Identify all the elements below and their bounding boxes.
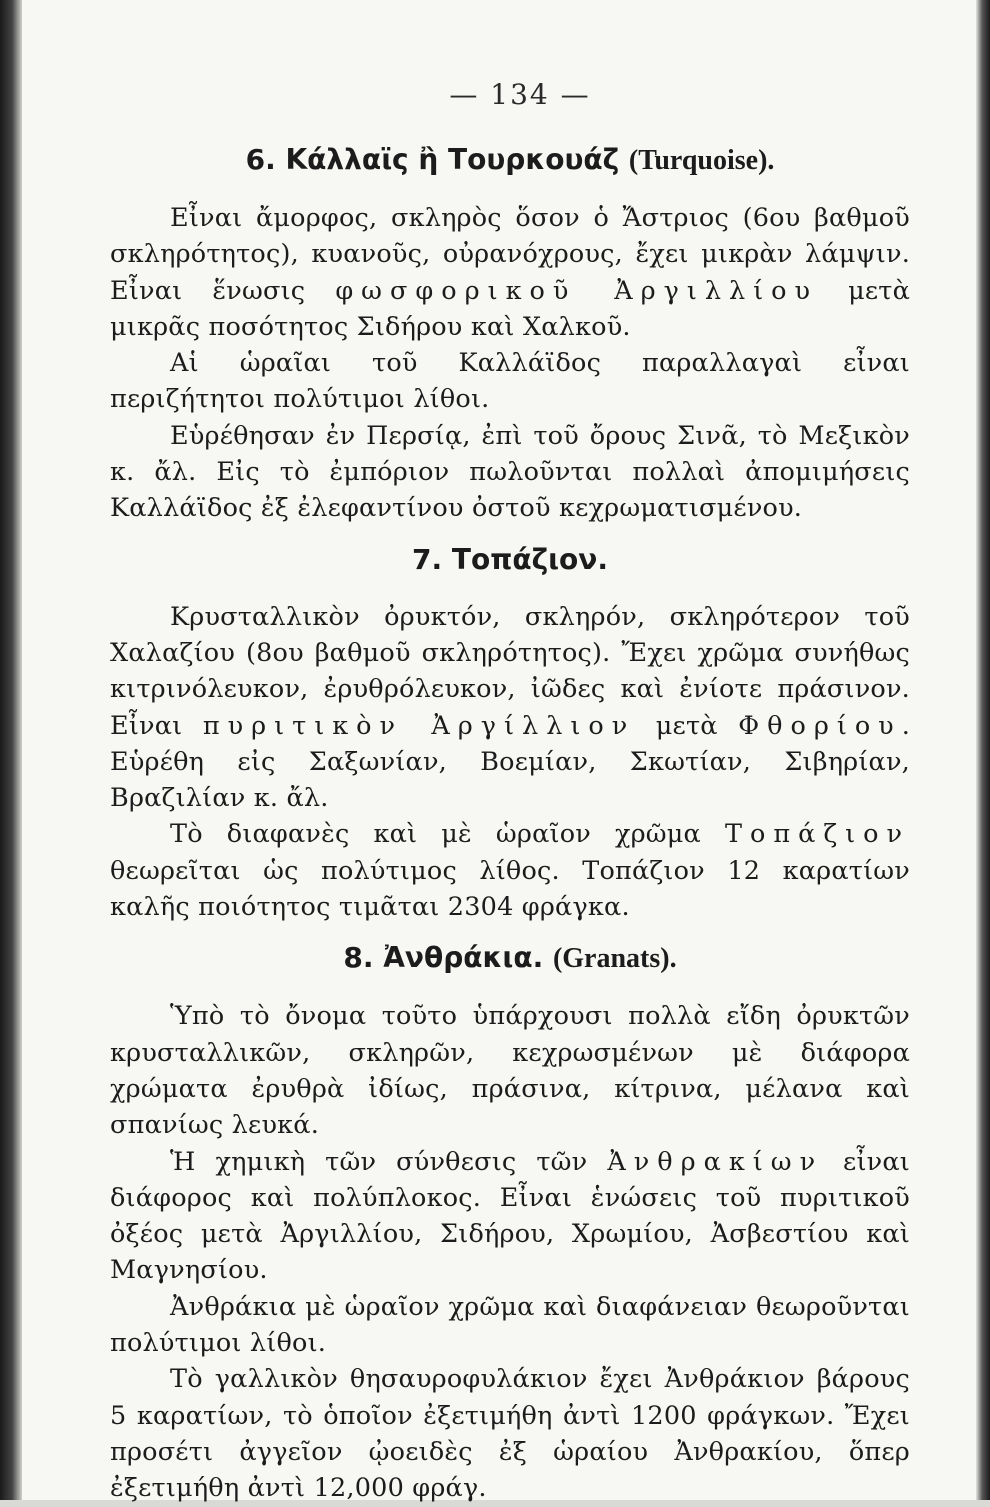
- scan-border-right: [976, 0, 990, 1500]
- paragraph: [110, 200, 910, 345]
- text-run: μετὰ: [635, 710, 739, 741]
- paragraph: [110, 345, 910, 418]
- spaced-term: Τοπάζιον: [724, 819, 910, 850]
- section-heading: Ἀνθράκια.: [383, 941, 544, 975]
- spaced-term: φωσφορικοῦ Ἀργιλλίου: [335, 275, 819, 306]
- section-number: 8.: [343, 941, 374, 975]
- spaced-term: Φθορίου: [738, 710, 902, 741]
- paragraph: [110, 816, 910, 925]
- paragraph: [110, 998, 910, 1143]
- text-run: Κρυσταλλικὸν ὀρυκτόν, σκληρόν, σκληρότερον τοῦ Χαλαζίου (8ου βαθμοῦ σκληρότητος). Ἔχει χρῶμα συνήθως κιτρινόλευκον, ἐρυθρόλευκον, ἰῶδες καὶ ἐνίοτε πράσινον. Εἶναι: [110, 601, 910, 741]
- text-run: Ἀνθράκια μὲ ὡραῖον χρῶμα καὶ διαφάνειαν θεωροῦνται πολύτιμοι λίθοι.: [110, 1291, 910, 1359]
- section-topazion: [110, 541, 910, 926]
- section-title: [110, 141, 910, 180]
- page-number: — 134 —: [449, 78, 591, 111]
- section-heading: Κάλλαϊς ἢ Τουρκουάζ: [285, 143, 620, 176]
- spaced-term: πυριτικὸν Ἀργίλλιον: [202, 710, 636, 741]
- section-anthrakia: [110, 939, 910, 1506]
- paragraph: [110, 1144, 910, 1289]
- section-title: [110, 939, 910, 978]
- section-latin-name: (Granats).: [552, 943, 677, 975]
- scan-border-left: [0, 0, 22, 1500]
- section-latin-name: (Turquoise).: [628, 145, 775, 176]
- paragraph: [110, 599, 910, 817]
- text-run: Εἶναι ἄμορφος, σκληρὸς ὅσον ὁ Ἄστριος (6ου βαθμοῦ σκληρότητος), κυανοῦς, οὐρανόχρους, ἔχει μικρὰν λάμψιν. Εἶναι ἕνωσις: [110, 203, 910, 306]
- text-run: μετὰ μικρᾶς ποσότητος Σιδήρου καὶ Χαλκοῦ.: [110, 275, 910, 342]
- section-heading: Τοπάζιον.: [451, 542, 608, 576]
- spaced-term: Ἀνθρακίων: [607, 1146, 824, 1177]
- text-run: Ὑπὸ τὸ ὄνομα τοῦτο ὑπάρχουσι πολλὰ εἴδη ὀρυκτῶν κρυσταλλικῶν, σκληρῶν, κεχρωσμένων μὲ διάφορα χρώματα ἐρυθρὰ ἰδίως, πράσινα, κίτρινα, μέλανα καὶ σπανίως λευκά.: [110, 1001, 910, 1141]
- section-number: 7.: [412, 542, 443, 576]
- text-run: εἶναι διάφορος καὶ πολύπλοκος. Εἶναι ἑνώσεις τοῦ πυριτικοῦ ὀξέος μετὰ Ἀργιλλίου, Σιδήρου, Χρωμίου, Ἀσβεστίου καὶ Μαγνησίου.: [110, 1146, 910, 1286]
- paragraph: [110, 1361, 910, 1506]
- text-run: Τὸ γαλλικὸν θησαυροφυλάκιον ἔχει Ἀνθράκιον βάρους 5 καρατίων, τὸ ὁποῖον ἐξετιμήθη ἀντὶ 1200 φράγκων. Ἔχει προσέτι ἀγγεῖον ᾠοειδὲς ἐξ ὡραίου Ἀνθρακίου, ὅπερ ἐξετιμήθη ἀντὶ 12,000 φράγ.: [110, 1364, 910, 1504]
- text-run: θεωρεῖται ὡς πολύτιμος λίθος. Τοπάζιον 12 καρατίων καλῆς ποιότητος τιμᾶται 2304 φράγκα.: [110, 855, 910, 923]
- text-run: Ἡ χημικὴ τῶν σύνθεσις τῶν: [170, 1146, 608, 1177]
- text-run: Εὑρέθησαν ἐν Περσίᾳ, ἐπὶ τοῦ ὄρους Σινᾶ, τὸ Μεξικὸν κ. ἄλ. Εἰς τὸ ἐμπόριον πωλοῦνται πολλαὶ ἀπομιμήσεις Καλλάϊδος ἐξ ἐλεφαντίνου ὀστοῦ κεχρωματισμένου.: [110, 420, 910, 524]
- text-run: Τὸ διαφανὲς καὶ μὲ ὡραῖον χρῶμα: [170, 819, 725, 850]
- text-run: . Εὑρέθη εἰς Σαξωνίαν, Βοεμίαν, Σκωτίαν, Σιβηρίαν, Βραζιλίαν κ. ἄλ.: [110, 710, 911, 814]
- section-title: [110, 541, 910, 579]
- text-run: Αἱ ὡραῖαι τοῦ Καλλάϊδος παραλλαγαὶ εἶναι περιζήτητοι πολύτιμοι λίθοι.: [110, 348, 910, 415]
- section-kallais: [110, 141, 910, 527]
- paragraph: [110, 1289, 910, 1362]
- page-content: [110, 78, 910, 1507]
- section-number: 6.: [245, 143, 276, 176]
- paragraph: [110, 418, 910, 527]
